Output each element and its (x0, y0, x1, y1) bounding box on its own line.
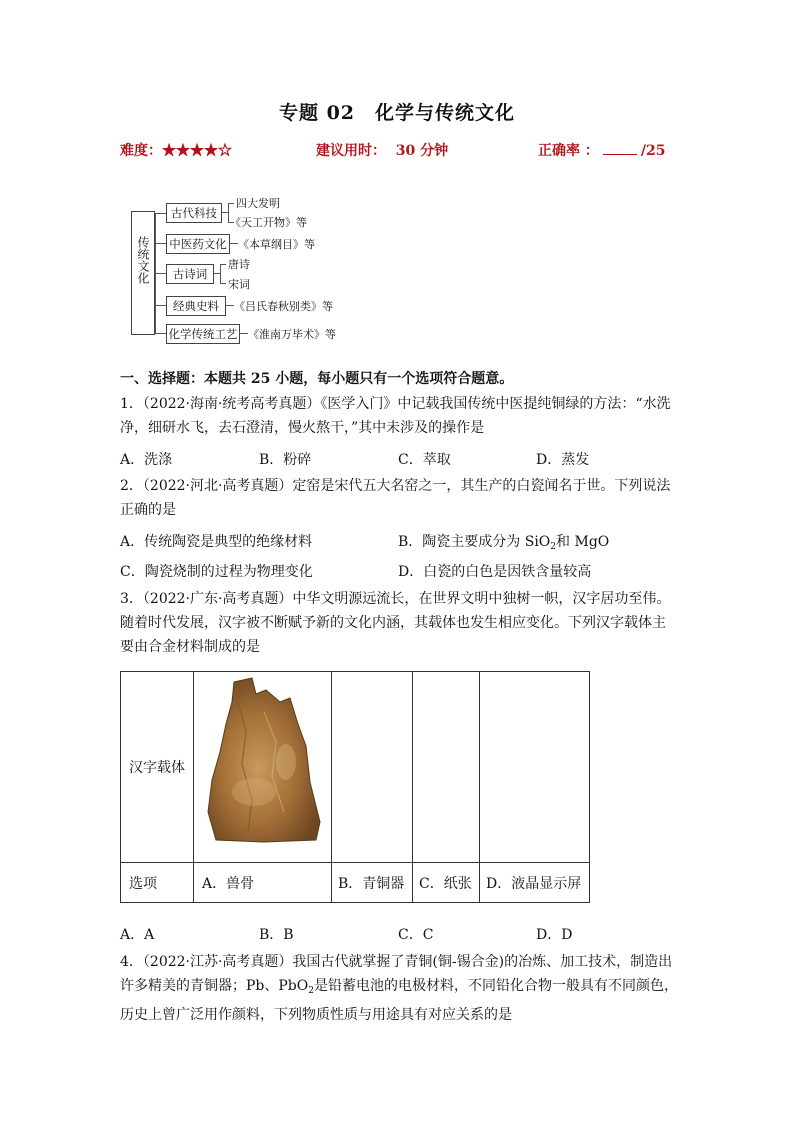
mindmap-connector (230, 243, 238, 244)
table-row (121, 672, 590, 863)
difficulty-rating (120, 140, 232, 160)
question-text: 历史上曾广泛用作颜料，下列物质性质与用途具有对应关系的是 (120, 1007, 512, 1023)
mindmap-branch-poetry: 古诗词 (166, 264, 214, 284)
time-value: 30 分钟 (395, 143, 449, 159)
suggested-time (316, 140, 448, 160)
mindmap-connector (240, 333, 248, 334)
mindmap-leaf: 《本草纲目》等 (238, 238, 315, 251)
mindmap-connector (155, 243, 166, 244)
mindmap-connector (155, 333, 166, 334)
subscript: 2 (308, 986, 314, 996)
page-title: 专题 02 化学与传统文化 (278, 102, 516, 124)
oracle-bone-image (194, 672, 331, 858)
time-label: 建议用时： (316, 143, 386, 159)
question-2 (120, 474, 680, 522)
question-text: 1．（2022·海南·统考高考真题）《医学入门》中记载我国传统中医提纯铜绿的方法：“水洗 (120, 396, 671, 412)
table-cell-empty (332, 672, 413, 863)
q2-option-c[interactable]: C．陶瓷烧制的过程为物理变化 (120, 564, 313, 580)
table-row-header: 汉字载体 (121, 672, 194, 863)
question-text: 3．（2022·广东·高考真题）中华文明源远流长，在世界文明中独树一帜，汉字居功至伟。 (120, 591, 671, 607)
section-heading: 一、选择题：本题共 25 小题，每小题只有一个选项符合题意。 (120, 371, 514, 387)
difficulty-stars: ★★★★☆ (162, 143, 232, 159)
question-4 (120, 950, 680, 1027)
q1-option-b[interactable]: B．粉碎 (259, 452, 312, 468)
option-text: B．陶瓷主要成分为 SiO (398, 534, 551, 550)
mindmap-connector (220, 264, 221, 283)
mindmap-connector (220, 283, 226, 284)
mindmap-connector (228, 203, 229, 222)
q3-option-d[interactable]: D．D (536, 927, 573, 943)
carrier-table (120, 671, 590, 903)
question-text: 净，细研水飞，去石澄清，慢火熬干，”其中未涉及的操作是 (120, 420, 485, 436)
question-text: 2．（2022·河北·高考真题）定窑是宋代五大名窑之一，其生产的白瓷闻名于世。下列说法 (120, 478, 671, 494)
mindmap-root (131, 211, 155, 335)
oracle-bone-image-cell (194, 672, 332, 863)
q2-option-b[interactable] (398, 531, 609, 552)
q1-option-d[interactable]: D．蒸发 (536, 452, 590, 468)
q2-option-d[interactable]: D．白瓷的白色是因铁含量较高 (398, 564, 592, 580)
question-1 (120, 392, 680, 440)
mindmap-branch-tcm-culture: 中医药文化 (166, 234, 230, 254)
table-cell: D．液晶显示屏 (480, 863, 590, 903)
table-row (121, 863, 590, 903)
table-cell-empty (480, 672, 590, 863)
question-text-part: 是铅蓄电池的电极材料，不同铅化合物一般具有不同颜色， (313, 978, 678, 994)
mindmap-connector (228, 203, 234, 204)
accuracy-field (538, 140, 665, 160)
mindmap-leaf: 宋词 (228, 278, 250, 291)
question-text: 随着时代发展，汉字被不断赋予新的文化内涵，其载体也发生相应变化。下列汉字载体主 (120, 615, 666, 631)
mindmap-branch-historical: 经典史料 (166, 296, 226, 316)
table-cell: A．兽骨 (194, 863, 332, 903)
table-row-header: 选项 (121, 863, 194, 903)
question-text: 正确的是 (120, 502, 176, 518)
mindmap-leaf: 唐诗 (228, 258, 250, 271)
mindmap-leaf: 四大发明 (236, 197, 280, 210)
question-text: 要由合金材料制成的是 (120, 639, 260, 655)
accuracy-label: 正确率 ： (538, 143, 599, 159)
question-3 (120, 587, 680, 659)
mindmap-leaf: 《淮南万毕术》等 (248, 328, 336, 341)
q3-option-a[interactable]: A．A (120, 927, 155, 943)
mindmap-connector (220, 264, 226, 265)
q3-option-c[interactable]: C．C (398, 927, 434, 943)
table-cell: B．青铜器 (332, 863, 413, 903)
accuracy-total: /25 (640, 143, 666, 159)
table-cell-empty (413, 672, 480, 863)
difficulty-label: 难度： (120, 143, 162, 159)
subscript: 2 (550, 542, 557, 552)
q2-option-a[interactable]: A．传统陶瓷是典型的绝缘材料 (120, 534, 313, 550)
question-text (120, 974, 680, 1003)
option-text: 和 MgO (556, 534, 610, 550)
table-cell: C．纸张 (413, 863, 480, 903)
mindmap-leaf: 《天工开物》等 (230, 216, 307, 229)
accuracy-blank[interactable] (603, 142, 637, 155)
mindmap-leaf: 《吕氏春秋别类》等 (234, 300, 333, 313)
question-text-part: 许多精美的青铜器；Pb、PbO (120, 978, 309, 994)
q1-option-c[interactable]: C．萃取 (398, 452, 451, 468)
mindmap-connector (155, 213, 166, 214)
mindmap-root-label: 传统文化 (136, 236, 150, 284)
question-text: 4．（2022·江苏·高考真题）我国古代就掌握了青铜(铜-锡合金)的冶炼、加工技术，制造出 (120, 954, 673, 970)
mindmap-connector (155, 305, 166, 306)
mindmap-branch-ancient-tech: 古代科技 (166, 203, 222, 223)
mindmap-branch-craft: 化学传统工艺 (166, 324, 240, 344)
q1-option-a[interactable]: A．洗涤 (120, 452, 173, 468)
q3-option-b[interactable]: B．B (259, 927, 294, 943)
mindmap-connector (226, 305, 234, 306)
mindmap-connector (155, 273, 166, 274)
